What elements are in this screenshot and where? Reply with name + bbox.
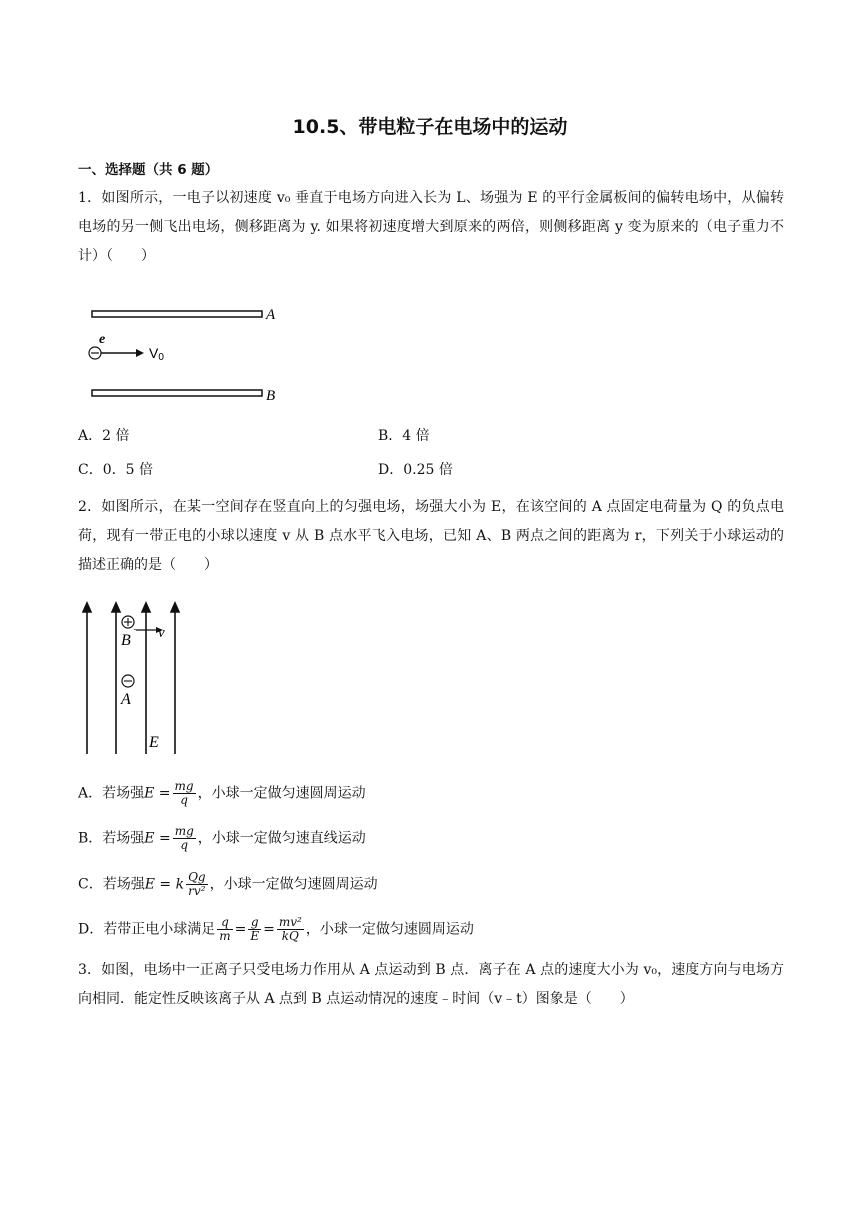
q2-option-b[interactable]: B．若场强E = $\frac{mg}{q}$ ，小球一定做匀速直线运动 (78, 824, 366, 852)
field-label: E (149, 734, 159, 751)
velocity-label: v (158, 625, 165, 641)
q1-option-a[interactable]: A．2 倍 (78, 428, 130, 444)
q2-option-c[interactable]: C．若场强E = k $\frac{Qg}{\text{rv²}}$ ，小球一定做匀速圆周运动 (78, 870, 378, 898)
point-b-label: B (121, 632, 131, 649)
question-3-text: 3．如图，电场中一正离子只受电场力作用从 A 点运动到 B 点．离子在 A 点的速度大小为 v₀，速度方向与电场方向相同．能定性反映该离子从 A 点到 B 点运动情况的速度﹣时间（v﹣t）图象是（ ） (78, 962, 784, 1007)
q2-option-a[interactable]: A．若场强E = $\frac{mg}{q}$ ，小球一定做匀速圆周运动 (78, 779, 366, 807)
question-1-text: 1．如图所示，一电子以初速度 v₀ 垂直于电场方向进入长为 L、场强为 E 的平行金属板间的偏转电场中，从偏转电场的另一侧飞出电场，侧移距离为 y. 如果将初速度增大到原来的两倍，则侧移距离 y 变为原来的（电子重力不计）（ ） (78, 190, 784, 264)
electron-label: e (99, 332, 106, 347)
question-1-figure (86, 302, 286, 404)
section-heading: 一、选择题（共 6 题） (78, 162, 219, 178)
plate-a-label: A (266, 307, 276, 323)
q1-option-c[interactable]: C．0．5 倍 (78, 462, 153, 478)
question-2-text: 2．如图所示，在某一空间存在竖直向上的匀强电场，场强大小为 E，在该空间的 A 点固定电荷量为 Q 的负点电荷，现有一带正电的小球以速度 v 从 B 点水平飞入电场，已知 A、B 两点之间的距离为 r，下列关于小球运动的描述正确的是（ ） (78, 499, 784, 573)
plate-b-label: B (266, 388, 276, 404)
q1-option-b[interactable]: B．4 倍 (378, 428, 430, 444)
plate-a (92, 311, 262, 317)
q1-option-d[interactable]: D．0.25 倍 (378, 462, 453, 478)
question-2-figure (78, 600, 188, 756)
q2-option-d[interactable]: D．若带正电小球满足 $\frac{q}{m}$ = $\frac{g}{E}$ = $\frac{\text{mv²}}{kQ}$ ，小球一定做匀速圆周运动 (78, 915, 474, 943)
point-a-label: A (121, 691, 131, 708)
page-title: 10.5、带电粒子在电场中的运动 (292, 116, 568, 138)
plate-b (92, 390, 262, 396)
velocity-label: V0 (149, 345, 164, 363)
